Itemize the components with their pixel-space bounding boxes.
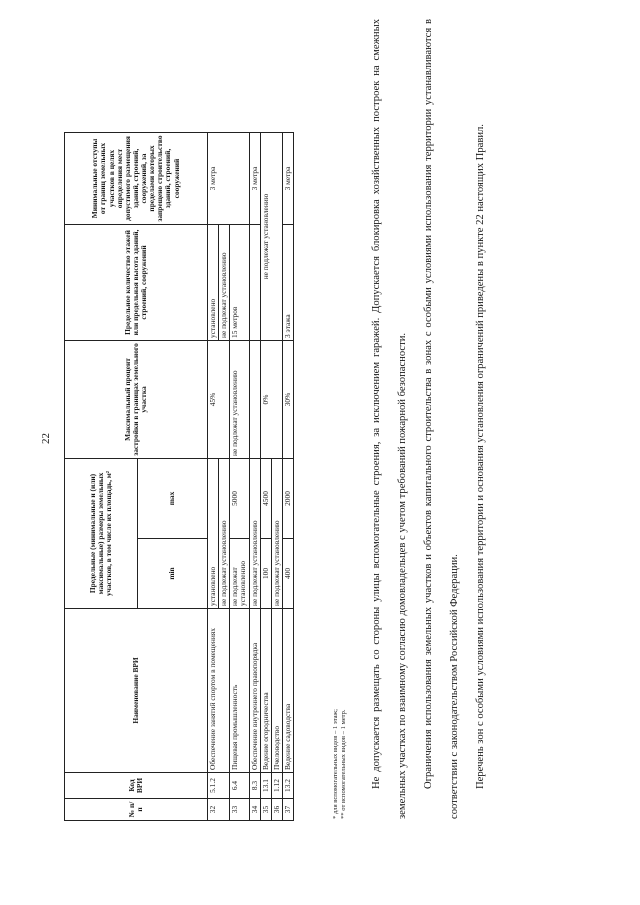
row-floors <box>249 225 260 341</box>
row-setback: 3 метра <box>249 133 260 225</box>
row-name: Пчеловодство <box>271 609 282 773</box>
row-min: 100 <box>260 539 271 609</box>
header-size-group: Предельные (минимальные и (или) максимальные) размеры земельных участков, в том числе их площадь, м² <box>65 459 138 609</box>
header-coverage: Максимальный процент застройки в границах земельного участка <box>65 341 208 459</box>
row-num: 32 <box>208 799 230 821</box>
row-code: 6.4 <box>230 773 249 799</box>
row-size: установлено <box>208 459 219 609</box>
table-row <box>208 133 219 821</box>
row-code: 5.1.2 <box>208 773 230 799</box>
page-number: 22 <box>40 433 52 444</box>
row-max: 5000 <box>230 459 249 539</box>
row-name: Обеспечение внутреннего правопорядка <box>249 609 260 773</box>
row-size: не подлежат установлению <box>219 459 230 609</box>
row-code: 8.3 <box>249 773 260 799</box>
row-floors-setback: не подлежат установлению <box>260 133 282 341</box>
row-max: 4500 <box>260 459 271 539</box>
paragraph: Ограничения использования земельных участков и объектов капитального строительства в зонах с особыми условиями использования территории устанавливаются в соответствии с законодательством Российской Федерации. <box>423 19 460 819</box>
row-num: 36 <box>271 799 282 821</box>
paragraph: Не допускается размещать со стороны улицы вспомогательные строения, за исключением гаражей. Допускается блокировка хозяйственных построек на смежных земельных участках по взаимному согласию домовладельцев с учетом требований пожарной безопасности. <box>371 19 408 819</box>
table-row <box>260 133 271 821</box>
paragraph: Перечень зон с особыми условиями использования территории и основания установления ограничений приведены в пункте 22 настоящих Правил. <box>475 124 486 789</box>
table-row <box>230 133 249 821</box>
header-setback: Минимальные отступы от границ земельных участков в целях определения мест допустимого размещения зданий, строений, сооружений, за пределами которых запрещено строительство зданий, строений, сооружений <box>65 133 208 225</box>
row-name: Пищевая промышленность <box>230 609 249 773</box>
row-floors: установлено <box>208 225 219 341</box>
row-setback: 3 метра <box>282 133 293 225</box>
row-code: 13.2 <box>282 773 293 799</box>
row-name: Ведение огородничества <box>260 609 271 773</box>
row-floors <box>219 225 230 341</box>
table-row <box>249 133 260 821</box>
row-min: 400 <box>282 539 293 609</box>
row-floors: 15 метров <box>230 225 249 341</box>
row-num: 34 <box>249 799 260 821</box>
header-name: Наименование ВРИ <box>65 609 208 773</box>
row-setback: 3 метра <box>208 133 250 225</box>
row-code: 13.1 <box>260 773 271 799</box>
row-num: 33 <box>230 799 249 821</box>
header-floors: Предельное количество этажей или предельная высота зданий, строений, сооружений <box>65 225 208 341</box>
body-text <box>364 19 494 819</box>
row-num: 35 <box>260 799 271 821</box>
row-max: 2000 <box>282 459 293 539</box>
footnote: ** от вспомогательных видов – 1 метр. <box>340 709 348 819</box>
row-name: Обеспечение занятий спортом в помещениях <box>208 609 230 773</box>
header-num: № п/п <box>65 799 208 821</box>
header-min: min <box>138 539 208 609</box>
row-name: Ведение садоводства <box>282 609 293 773</box>
row-min: не подлежат установлению <box>230 539 249 609</box>
row-num: 37 <box>282 799 293 821</box>
header-max: max <box>138 459 208 539</box>
regulations-table <box>64 132 294 821</box>
row-coverage: 30% <box>282 341 293 459</box>
header-code: Код ВРИ <box>65 773 208 799</box>
row-coverage <box>249 341 260 459</box>
floors-note: не подлежат установлению <box>219 252 229 338</box>
row-coverage: 0% <box>260 341 282 459</box>
row-floors: 3 этажа <box>282 225 293 341</box>
row-coverage: 45% <box>208 341 230 459</box>
footnote: * для вспомогательных видов – 1 этаж; <box>332 709 339 819</box>
table-footnotes <box>332 709 348 819</box>
row-coverage: не подлежат установлению <box>230 341 249 459</box>
row-size: не подлежат установлению <box>249 459 260 609</box>
row-size: не подлежат установлению <box>271 459 282 609</box>
row-code: 1.12 <box>271 773 282 799</box>
table-row <box>282 133 293 821</box>
